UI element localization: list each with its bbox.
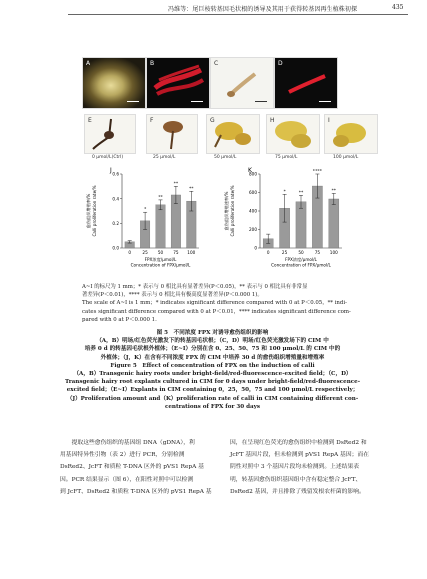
chart-k (220, 164, 350, 277)
scale-bar (319, 101, 331, 103)
y-tick-label: 200 (249, 227, 257, 233)
bar (156, 205, 166, 248)
chart-panel-label: K (248, 167, 252, 174)
concentration-caption: 25 μmol/L (153, 155, 176, 160)
caption-line-en: （A，B）Transgenic hairy roots under bright-field/red-fluorescence-excited field；（C，D） (73, 371, 352, 378)
note-en-line: pared with 0 at P＜0.000 1. (82, 316, 157, 323)
panel-label: G (210, 117, 215, 124)
significance-marker: ** (189, 186, 194, 192)
x-tick-label: 75 (173, 250, 179, 255)
y-tick-label: 0.6 (112, 171, 119, 177)
x-tick-label: 25 (142, 250, 148, 255)
bar (329, 199, 339, 248)
significance-marker: * (143, 207, 147, 213)
panel-label: F (150, 117, 154, 124)
x-tick-label: 50 (157, 250, 164, 255)
photo-panel-a (82, 57, 146, 109)
y-tick-label: 800 (249, 171, 257, 177)
body-line: 用基因特异性引物（表 2）进行 PCR，分别检测 (60, 452, 185, 459)
note-en-line: cates significant difference compared with 0 at P＜0.01，**** indicates significant difference com- (82, 308, 351, 315)
significance-marker: ** (173, 181, 179, 187)
y-tick-label: 0.0 (112, 245, 119, 251)
body-line: 提取这些愈伤组织的基因组 DNA（gDNA），利 (60, 440, 195, 446)
chart-panel-label: J (110, 167, 112, 174)
y-axis-label: 愈伤组织增殖速率/% (224, 191, 229, 231)
photo-panel-f (146, 114, 198, 154)
panel-label: E (88, 117, 92, 124)
y-tick-label: 400 (249, 208, 257, 214)
page-header (0, 0, 427, 22)
panel-label: I (328, 117, 330, 124)
caption-title-en: Figure 5 Effect of concentration of FPX on the induction of calli (110, 362, 315, 369)
body-column-right (230, 437, 369, 498)
x-tick-label: 25 (281, 250, 288, 255)
caption-line-zh: 培养 0 d 的转基因毛状根外植体；（E~I）分别在含 0、25、50、75 和 100 μmol/L 的 CIM 中的 (84, 346, 341, 353)
figure-notes (82, 283, 351, 324)
caption-line-en: （J）Proliferation amount and（K）proliferation rate of calli in CIM containing different con- (66, 395, 359, 402)
photo-panel-b (146, 57, 210, 109)
significance-marker: * (283, 189, 286, 195)
y-tick-label: 0.2 (112, 220, 119, 226)
photo-panel-i (324, 114, 378, 154)
chart-j (82, 164, 207, 277)
scale-bar (191, 101, 203, 103)
panel-label: D (278, 60, 283, 67)
panel-label: C (214, 60, 219, 67)
significance-marker: ** (158, 195, 163, 201)
note-en-line: The scale of A~I is 1 mm；* indicates significant difference compared with 0 at P＜0.05，** indi- (82, 300, 347, 307)
significance-marker: ** (331, 188, 337, 194)
x-axis-label: FPX浓度/μmol/L (144, 257, 177, 262)
caption-line-zh: 外植体；（J，K）在含有不同浓度 FPX 的 CIM 中培养 30 d 的愈伤组织增殖量和增殖率 (100, 354, 325, 361)
panel-label: A (86, 60, 91, 67)
scale-bar (127, 101, 139, 103)
photo-panel-d (274, 57, 338, 109)
x-axis-label: Concentration of FPX/μmol/L (130, 262, 191, 268)
page-number: 435 (392, 4, 404, 11)
header-rule (68, 14, 408, 15)
body-line: DsRed2、JcFT 和质粒 T-DNA 区外的 pVS1 RepA 基 (60, 464, 204, 471)
body-line: 明，转基因愈伤组织基因组中含有稳定整合 JcFT、 (230, 476, 362, 483)
y-axis-label: Calli proliferation rate/% (92, 185, 97, 237)
body-column-left (60, 437, 212, 498)
x-tick-label: 100 (329, 250, 338, 255)
caption-title-zh: 图 5 不同浓度 FPX 对诱导愈伤组织的影响 (156, 330, 269, 336)
y-tick-label: 0 (254, 245, 257, 251)
body-line: 因，在呈现红色荧光的愈伤组织中检测到 DsRed2 和 (230, 440, 367, 446)
photo-panel-g (206, 114, 260, 154)
x-axis-label: FPX浓度/μmol/L (285, 257, 317, 262)
caption-line-en: Transgenic hairy root explants cultured in CIM for 0 days under bright-field/red-fluorescence- (64, 379, 361, 386)
caption-line-zh: （A，B）明场/红色荧光激发下的转基因毛状根；（C，D）明场/红色荧光激发场下的 CIM 中 (96, 338, 329, 345)
running-title: 冯维等：尾巨桉转基因毛状根的诱导及其用于获得转基因再生植株初探 (168, 6, 358, 13)
concentration-caption: 0 μmol/L(Ctrl) (92, 155, 124, 160)
panel-label: B (150, 60, 155, 67)
photo-panel-h (266, 114, 320, 154)
x-tick-label: 75 (314, 250, 321, 255)
body-line: DsRed2 基因，并且排除了残留发根农杆菌的影响。 (230, 488, 365, 495)
concentration-caption: 50 μmol/L (214, 155, 237, 160)
x-tick-label: 50 (298, 250, 304, 255)
concentration-caption: 100 μmol/L (333, 155, 359, 160)
x-tick-label: 0 (266, 250, 270, 255)
x-tick-label: 100 (187, 250, 196, 255)
panel-label: H (270, 117, 275, 124)
significance-marker: **** (312, 169, 322, 175)
x-tick-label: 0 (128, 250, 132, 255)
y-tick-label: 0.4 (112, 196, 119, 202)
note-zh-line: A~I 的标尺为 1 mm；* 表示与 0 相比具有显著差异(P＜0.05)，** 表示与 0 相比具有非常显 (82, 284, 308, 290)
caption-line-en: centrations of FPX for 30 days (164, 403, 261, 410)
bar (296, 202, 306, 248)
y-axis-label: 愈伤组织增殖率/% (86, 193, 91, 229)
figure-caption (60, 329, 365, 411)
body-line: 阴性对照中 3 个基因片段均未检测到。上述结果表 (230, 464, 360, 471)
y-axis-label: Calli proliferation rate/% (230, 185, 235, 237)
photo-panel-c (210, 57, 274, 109)
significance-marker: ** (298, 190, 304, 196)
x-axis-label: Concentration of FPX/μmol/L (271, 262, 331, 268)
body-line: JcFT 基因片段，但未检测到 pVS1 RepA 基因；而在 (230, 452, 370, 459)
caption-line-en: excited field；（E~I）Explants in CIM containing 0，25，50，75 and 100 μmol/L respectively； (66, 387, 359, 394)
photo-panel-e (84, 114, 136, 154)
note-zh-line: 著差异(P＜0.01)，**** 表示与 0 相比具有极高度显著差异(P＜0.000 1)。 (82, 292, 263, 299)
body-line: 因。PCR 结果显示（图 6），在阳性对照中可以检测 (60, 476, 194, 483)
body-line: 到 JcFT、DsRed2 和质粒 T-DNA 区外的 pVS1 RepA 基 (60, 488, 212, 495)
concentration-caption: 75 μmol/L (275, 155, 298, 160)
y-tick-label: 600 (249, 190, 257, 196)
scale-bar (255, 101, 267, 103)
